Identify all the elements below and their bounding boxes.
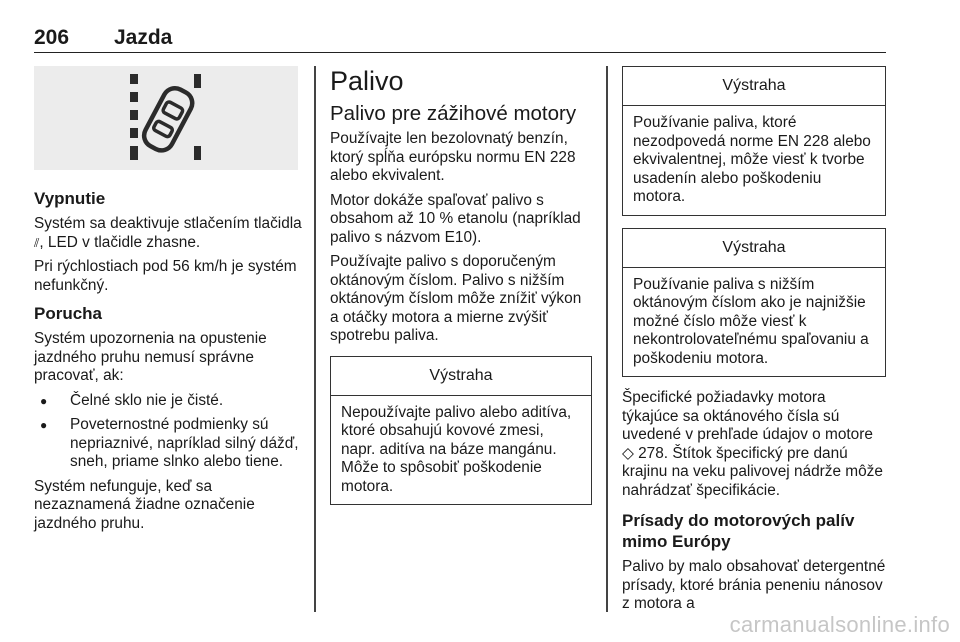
warning-box — [622, 66, 886, 216]
warning-box — [622, 228, 886, 378]
paragraph: Používajte len bezolovnatý benzín, ktorý spĺňa európsku normu EN 228 alebo ekvivalent. — [330, 130, 576, 184]
lane-departure-illustration — [34, 66, 298, 170]
heading-prisady: Prísady do motorových palív mimo Európy — [622, 511, 855, 551]
lane-assist-icon: ⫽ — [34, 235, 40, 250]
watermark: carmanualsonline.info — [729, 612, 950, 637]
warning-title: Výstraha — [331, 357, 591, 396]
column-1 — [34, 66, 302, 539]
list-item: ● Poveternostné podmienky sú nepriaznivé, napríklad silný dážď, sneh, priame slnko alebo tiene. — [34, 416, 302, 472]
page-reference-link[interactable]: ◇ 278 — [622, 444, 664, 462]
paragraph: Motor dokáže spaľovať palivo s obsahom až 10 % etanolu (napríklad palivo s názvom E10). — [330, 191, 581, 246]
section-title: Jazda — [114, 26, 173, 49]
column-divider — [606, 66, 608, 612]
list-item: ● Čelné sklo nie je čisté. — [34, 392, 302, 411]
warning-text: Používanie paliva, ktoré nezodpovedá norme EN 228 alebo ekvivalentnej, môže viesť k tvorbe usadenín alebo poškodeniu motora. — [633, 114, 871, 205]
column-divider — [314, 66, 316, 612]
warning-title: Výstraha — [623, 67, 885, 106]
paragraph: Systém sa deaktivuje stlačením tlačidla ⫽, LED v tlačidle zhasne. — [34, 215, 302, 251]
paragraph: Špecifické požiadavky motora týkajúce sa oktánového čísla sú uvedené v prehľade údajov o motore ◇ 278. Štítok špecifický pre danú krajinu na veku palivovej nádrže môže nahrádzať špecifikácie. — [622, 389, 883, 499]
heading-porucha: Porucha — [34, 304, 103, 323]
page-header — [34, 20, 886, 53]
column-3 — [622, 66, 886, 620]
section-subtitle: Palivo pre zážihové motory — [330, 102, 577, 125]
condition-list — [34, 392, 302, 472]
paragraph: Pri rýchlostiach pod 56 km/h je systém nefunkčný. — [34, 258, 297, 294]
paragraph: Používajte palivo s doporučeným oktánovým číslom. Palivo s nižším oktánovým číslom môže znížiť výkon a otáčky motora a mierne zvýšiť spotrebu paliva. — [330, 253, 582, 344]
paragraph: Systém nefunguje, keď sa nezaznamená žiadne označenie jazdného pruhu. — [34, 477, 255, 532]
lane-departure-car-icon — [122, 70, 212, 166]
paragraph: Palivo by malo obsahovať detergentné prísady, ktoré bránia peneniu nánosov z motora a — [622, 558, 886, 612]
warning-title: Výstraha — [623, 229, 885, 268]
column-2 — [330, 66, 592, 517]
warning-text: Používanie paliva s nižším oktánovým číslom ako je najnižšie možné číslo môže viesť k nekontrolovateľnému spaľovaniu a poškodeniu motora. — [633, 275, 869, 367]
warning-text: Nepoužívajte palivo alebo aditíva, ktoré obsahujú kovové zmesi, napr. aditíva na báze mangánu. Môže to spôsobiť poškodenie motora. — [341, 403, 572, 495]
warning-box — [330, 356, 592, 506]
paragraph: Systém upozornenia na opustenie jazdného pruhu nemusí správne pracovať, ak: — [34, 330, 267, 384]
chapter-title: Palivo — [330, 66, 404, 96]
heading-vypnutie: Vypnutie — [34, 189, 106, 208]
page-number: 206 — [34, 26, 70, 49]
